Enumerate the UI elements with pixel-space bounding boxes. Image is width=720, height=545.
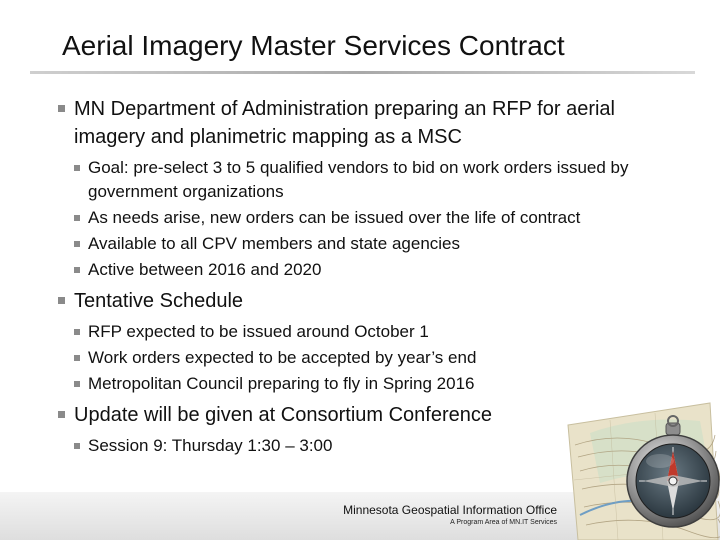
bullet-item bbox=[58, 287, 678, 315]
sub-bullet-text: Available to all CPV members and state agencies bbox=[88, 234, 460, 253]
sub-bullet-item bbox=[74, 320, 678, 344]
sub-bullet-text: Metropolitan Council preparing to fly in Spring 2016 bbox=[88, 374, 475, 393]
footer-org-subtitle: A Program Area of MN.IT Services bbox=[450, 519, 557, 526]
sub-bullet-text: RFP expected to be issued around October 1 bbox=[88, 322, 429, 341]
bullet-marker bbox=[74, 381, 80, 387]
bullet-marker bbox=[74, 241, 80, 247]
map-compass-icon bbox=[560, 385, 720, 540]
bullet-text: Update will be given at Consortium Conference bbox=[74, 404, 492, 426]
bullet-marker bbox=[74, 215, 80, 221]
sub-bullet-text: As needs arise, new orders can be issued over the life of contract bbox=[88, 208, 581, 227]
bullet-marker bbox=[58, 105, 65, 112]
sub-bullet-item bbox=[74, 258, 678, 282]
sub-bullet-item bbox=[74, 156, 678, 204]
bullet-item bbox=[58, 95, 678, 151]
bullet-marker bbox=[74, 329, 80, 335]
bullet-marker bbox=[58, 411, 65, 418]
sub-bullet-text: Work orders expected to be accepted by year’s end bbox=[88, 348, 477, 367]
bullet-marker bbox=[74, 443, 80, 449]
sub-bullet-text: Session 9: Thursday 1:30 – 3:00 bbox=[88, 436, 333, 455]
sub-bullet-text: Goal: pre-select 3 to 5 qualified vendors to bid on work orders issued by government organizations bbox=[88, 158, 629, 201]
bullet-text: MN Department of Administration preparing an RFP for aerial imagery and planimetric mapping as a MSC bbox=[74, 98, 615, 148]
slide-title: Aerial Imagery Master Services Contract bbox=[62, 30, 565, 61]
footer-org-name: Minnesota Geospatial Information Office bbox=[343, 503, 557, 517]
sub-bullet-item bbox=[74, 346, 678, 370]
title-divider bbox=[30, 71, 695, 74]
sub-bullet-text: Active between 2016 and 2020 bbox=[88, 260, 322, 279]
bullet-marker bbox=[58, 297, 65, 304]
bullet-marker bbox=[74, 165, 80, 171]
bullet-text: Tentative Schedule bbox=[74, 290, 244, 312]
bullet-marker bbox=[74, 355, 80, 361]
sub-bullet-item bbox=[74, 206, 678, 230]
sub-bullet-item bbox=[74, 232, 678, 256]
bullet-marker bbox=[74, 267, 80, 273]
